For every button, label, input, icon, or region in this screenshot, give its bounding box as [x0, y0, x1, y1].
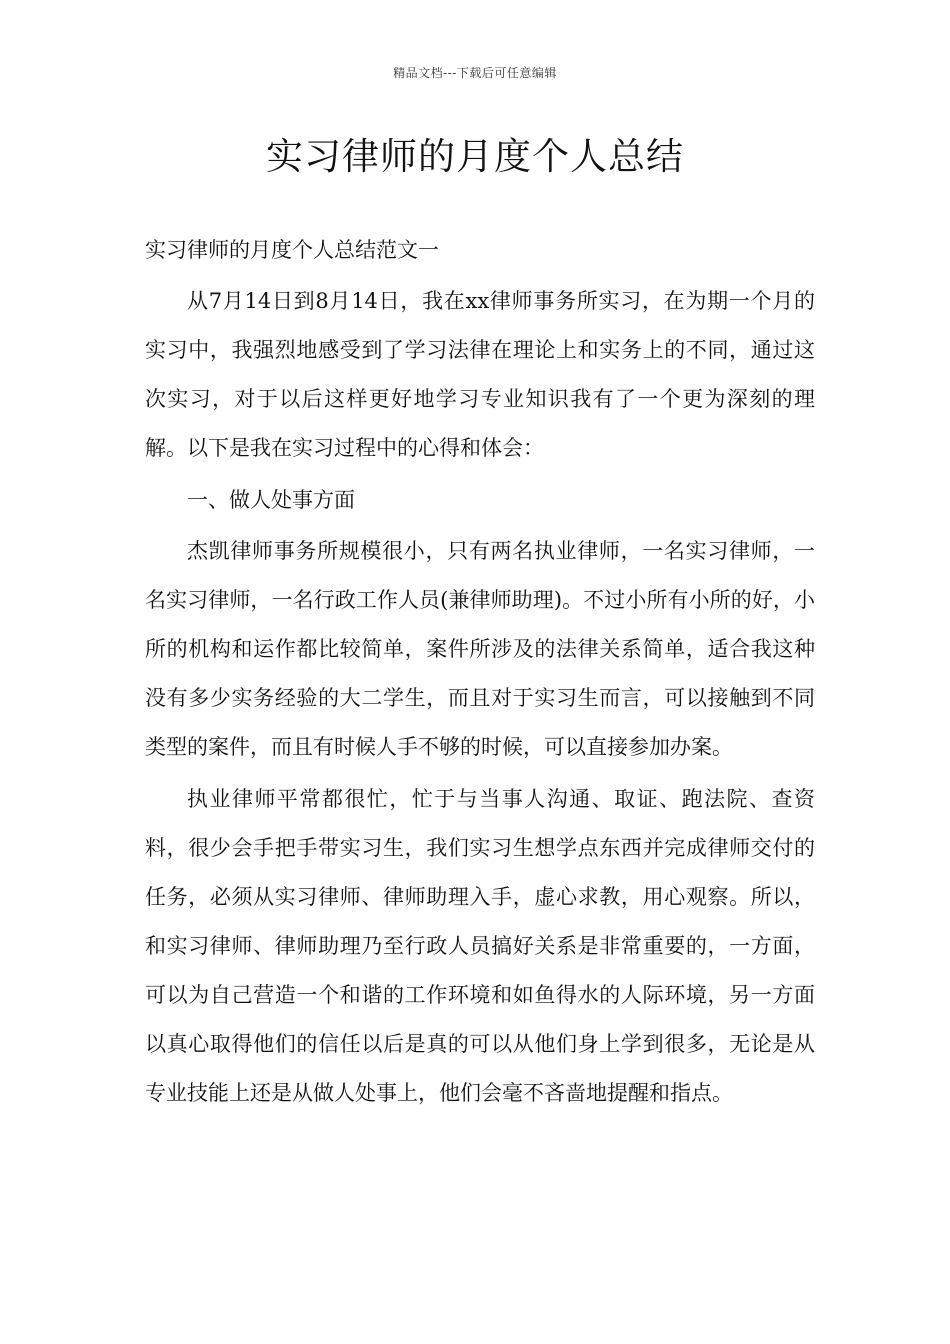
document-title: 实习律师的月度个人总结 — [266, 135, 684, 178]
document-body — [145, 226, 815, 1121]
section-heading: 一、做人处事方面 — [187, 488, 355, 512]
paragraph-intro: 从7月14日到8月14日，我在xx律师事务所实习，在为期一个月的实习中，我强烈地感受到了学习法律在理论上和实务上的不同，通过这次实习，对于以后这样更好地学习专业知识我有了一个更为深刻的理解。以下是我在实习过程中的心得和体会： — [145, 289, 815, 460]
paragraph-firm-description: 杰凯律师事务所规模很小，只有两名执业律师，一名实习律师，一名实习律师，一名行政工作人员(兼律师助理)。不过小所有小所的好，小所的机构和运作都比较简单，案件所涉及的法律关系简单，适合我这种没有多少实务经验的大二学生，而且对于实习生而言，可以接触到不同类型的案件，而且有时候人手不够的时候，可以直接参加办案。 — [145, 539, 815, 759]
document-subtitle: 实习律师的月度个人总结范文一 — [145, 238, 439, 262]
header-note: 精品文档---下载后可任意编辑 — [393, 66, 557, 80]
paragraph-learning-approach: 执业律师平常都很忙，忙于与当事人沟通、取证、跑法院、查资料，很少会手把手带实习生，我们实习生想学点东西并完成律师交付的任务，必须从实习律师、律师助理入手，虚心求教，用心观察。所以，和实习律师、律师助理乃至行政人员搞好关系是非常重要的，一方面，可以为自己营造一个和谐的工作环境和如鱼得水的人际环境，另一方面以真心取得他们的信任以后是真的可以从他们身上学到很多，无论是从专业技能上还是从做人处事上，他们会毫不吝啬地提醒和指点。 — [145, 787, 815, 1105]
